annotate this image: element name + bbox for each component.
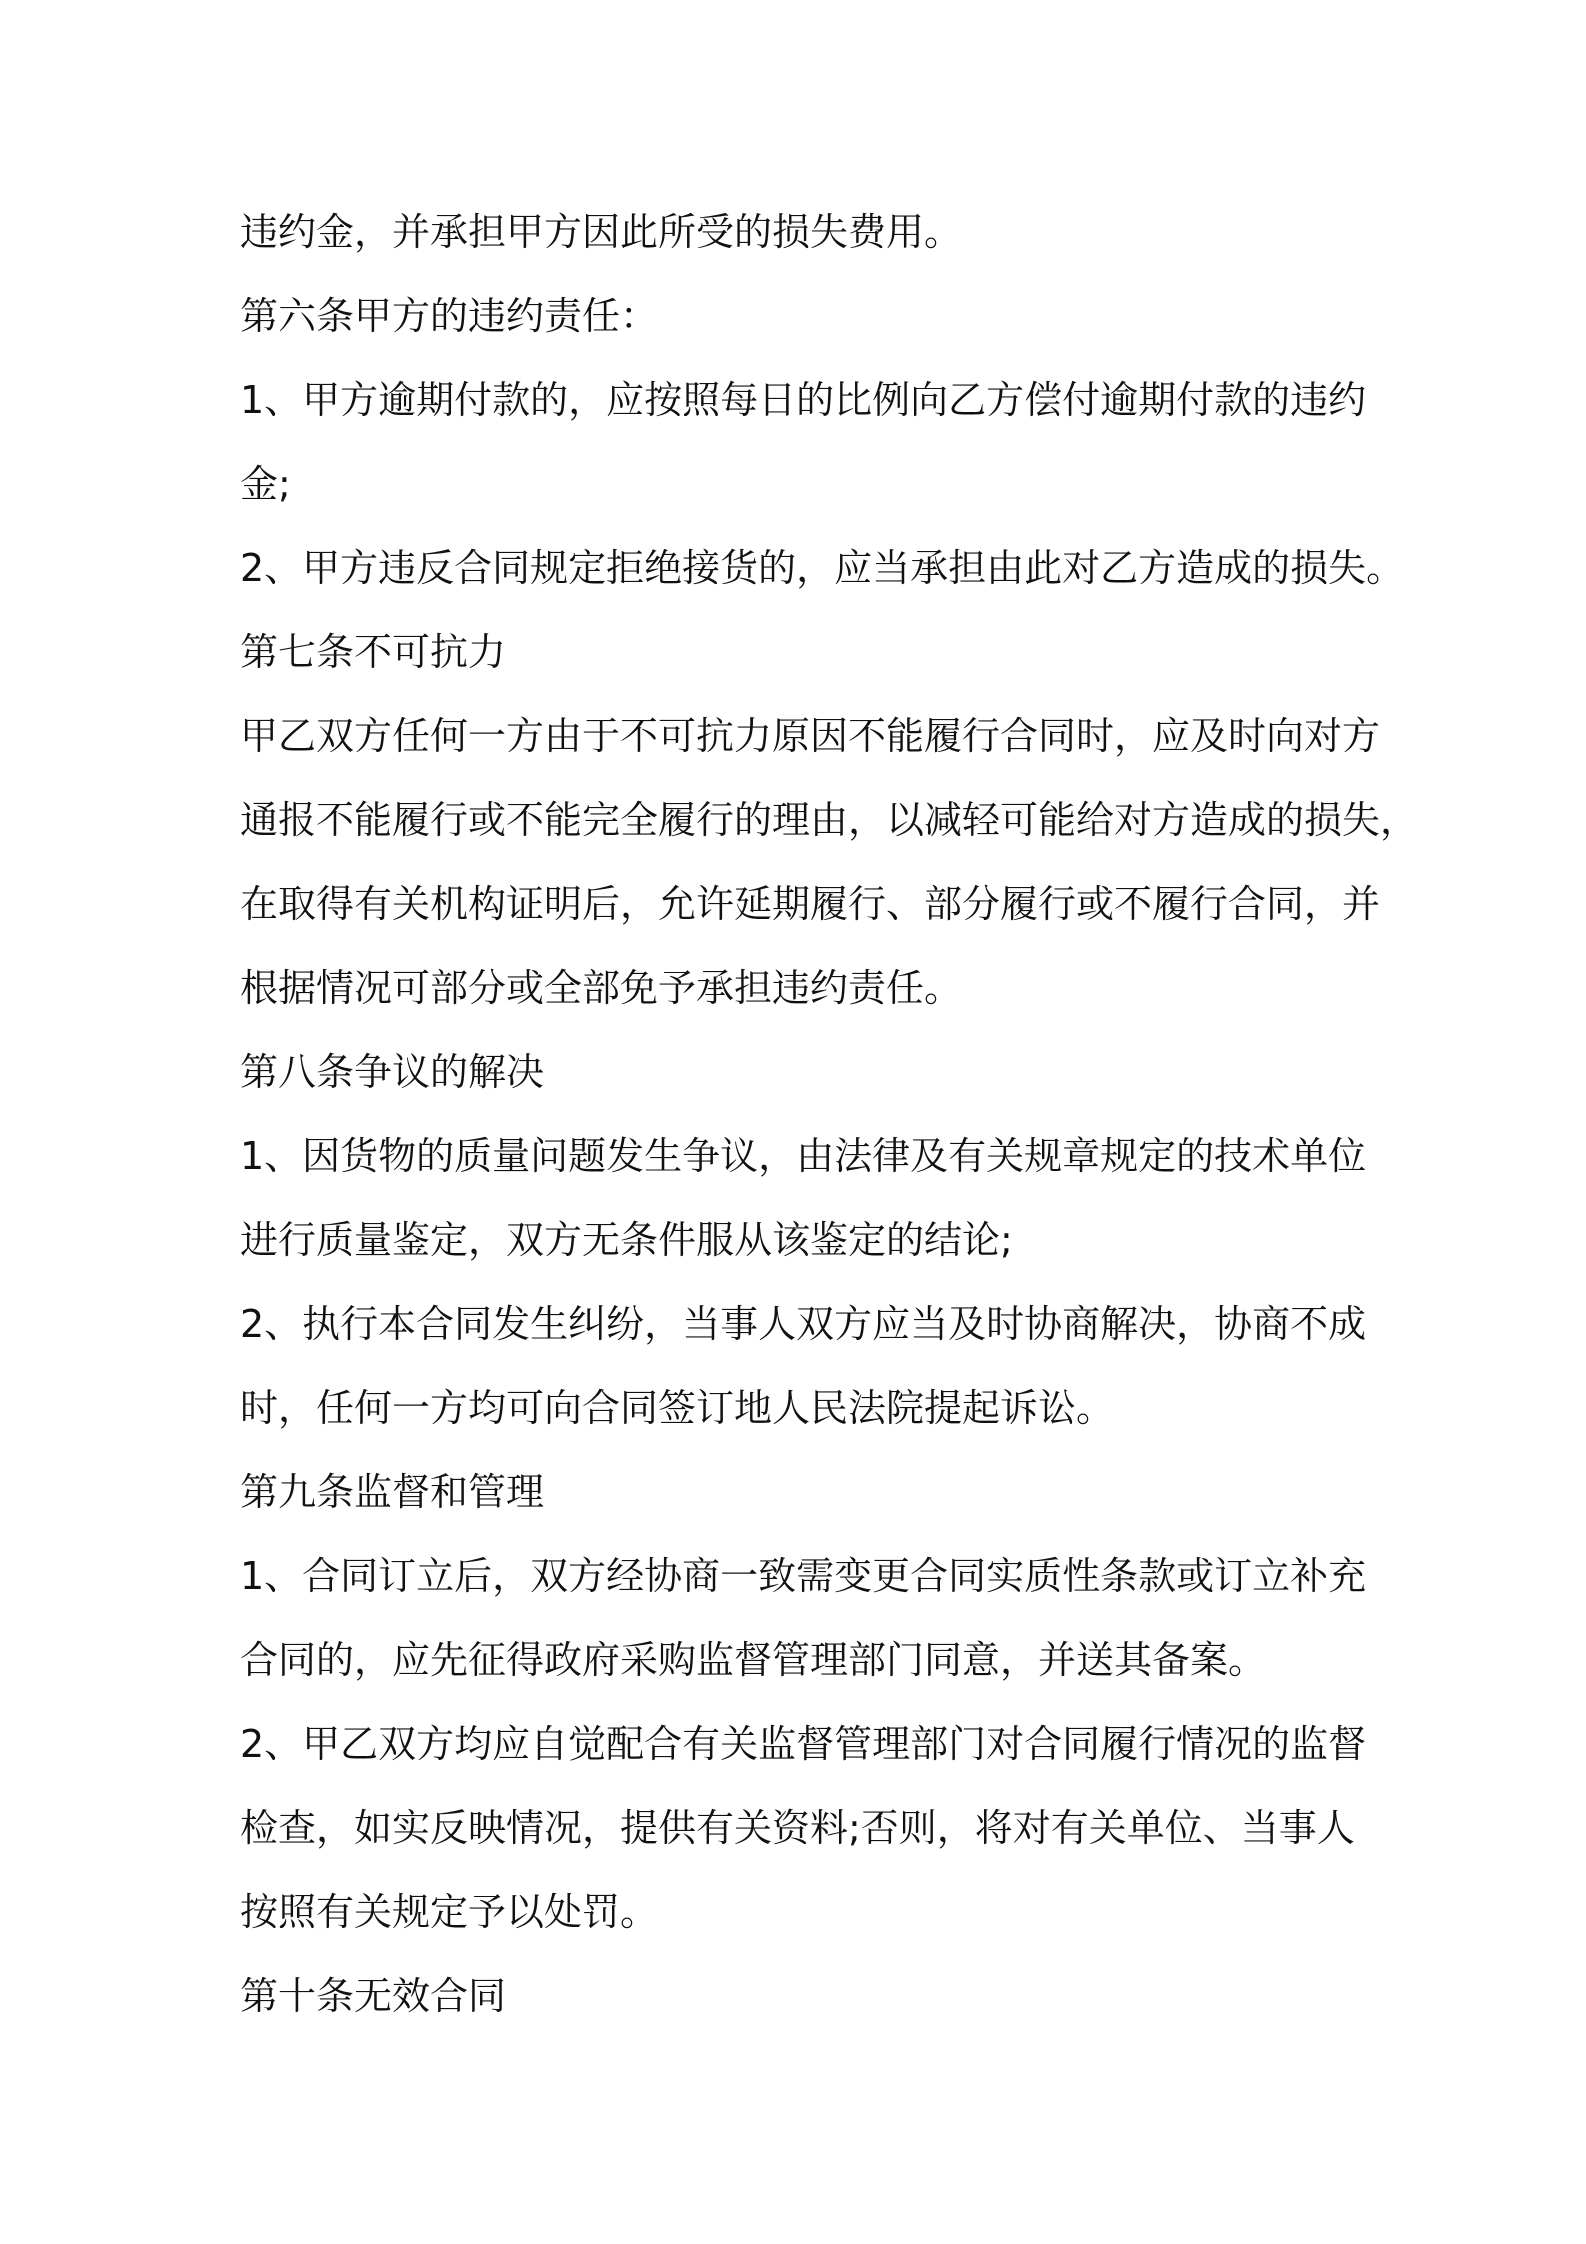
text-line: 1、因货物的质量问题发生争议，由法律及有关规章规定的技术单位 (240, 1134, 1367, 1178)
text-line: 按照有关规定予以处罚。 (240, 1890, 659, 1934)
text-line: 甲乙双方任何一方由于不可抗力原因不能履行合同时，应及时向对方 (240, 714, 1381, 758)
section-heading: 第十条无效合同 (240, 1974, 507, 2018)
section-heading: 第六条甲方的违约责任： (240, 294, 659, 338)
text-line: 在取得有关机构证明后，允许延期履行、部分履行或不履行合同，并 (240, 882, 1381, 926)
text-line: 检查，如实反映情况，提供有关资料;否则，将对有关单位、当事人 (240, 1806, 1355, 1850)
text-line: 2、甲方违反合同规定拒绝接货的，应当承担由此对乙方造成的损失。 (240, 546, 1405, 590)
text-line: 1、合同订立后，双方经协商一致需变更合同实质性条款或订立补充 (240, 1554, 1367, 1598)
text-line: 违约金，并承担甲方因此所受的损失费用。 (240, 210, 963, 254)
section-heading: 第九条监督和管理 (240, 1470, 545, 1514)
text-line: 进行质量鉴定，双方无条件服从该鉴定的结论; (240, 1218, 1013, 1262)
text-line: 1、甲方逾期付款的，应按照每日的比例向乙方偿付逾期付款的违约 (240, 378, 1367, 422)
text-line: 2、执行本合同发生纠纷，当事人双方应当及时协商解决，协商不成 (240, 1302, 1367, 1346)
text-line: 2、甲乙双方均应自觉配合有关监督管理部门对合同履行情况的监督 (240, 1722, 1367, 1766)
text-line: 时，任何一方均可向合同签订地人民法院提起诉讼。 (240, 1386, 1115, 1430)
section-heading: 第七条不可抗力 (240, 630, 507, 674)
text-line: 通报不能履行或不能完全履行的理由，以减轻可能给对方造成的损失， (240, 798, 1419, 842)
text-line: 根据情况可部分或全部免予承担违约责任。 (240, 966, 963, 1010)
section-heading: 第八条争议的解决 (240, 1050, 545, 1094)
contract-text (240, 190, 1419, 2038)
text-line: 金; (240, 462, 291, 506)
text-line: 合同的，应先征得政府采购监督管理部门同意，并送其备案。 (240, 1638, 1267, 1682)
